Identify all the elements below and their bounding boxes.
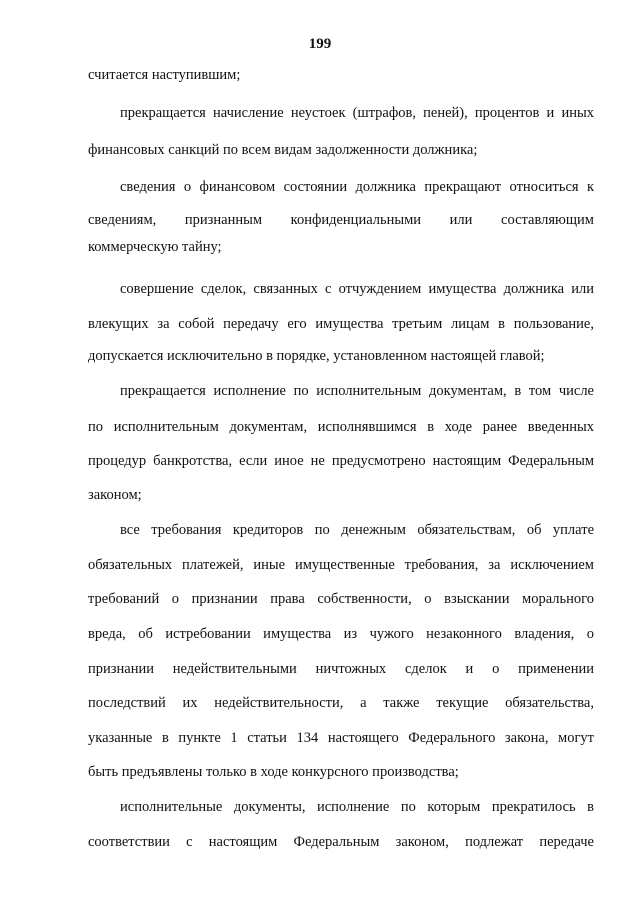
text-line: указанные в пункте 1 статьи 134 настоящего Федерального закона, могут xyxy=(88,730,594,746)
text-line: процедур банкротства, если иное не предусмотрено настоящим Федеральным xyxy=(88,453,594,469)
text-line: прекращается начисление неустоек (штрафов, пеней), процентов и иных xyxy=(120,105,594,121)
text-line: законом; xyxy=(88,487,142,503)
text-line: признании недействительными ничтожных сделок и о применении xyxy=(88,661,594,677)
text-line: сведения о финансовом состоянии должника прекращают относиться к xyxy=(120,179,594,195)
text-line: допускается исключительно в порядке, установленном настоящей главой; xyxy=(88,348,545,364)
page-number: 199 xyxy=(308,36,332,52)
text-line: финансовых санкций по всем видам задолженности должника; xyxy=(88,142,478,158)
text-line: совершение сделок, связанных с отчуждением имущества должника или xyxy=(120,281,594,297)
text-line: исполнительные документы, исполнение по которым прекратилось в xyxy=(120,799,594,815)
text-line: быть предъявлены только в ходе конкурсного производства; xyxy=(88,764,459,780)
text-line: сведениям, признанным конфиденциальными или составляющим xyxy=(88,212,594,228)
text-line: обязательных платежей, иные имущественные требования, за исключением xyxy=(88,557,594,573)
text-line: влекущих за собой передачу его имущества третьим лицам в пользование, xyxy=(88,316,594,332)
text-line: коммерческую тайну; xyxy=(88,239,222,255)
text-line: требований о признании права собственности, о взыскании морального xyxy=(88,591,594,607)
text-line: прекращается исполнение по исполнительным документам, в том числе xyxy=(120,383,594,399)
text-line: считается наступившим; xyxy=(88,67,241,83)
text-line: соответствии с настоящим Федеральным законом, подлежат передаче xyxy=(88,834,594,850)
text-line: по исполнительным документам, исполнявшимся в ходе ранее введенных xyxy=(88,419,594,435)
text-line: последствий их недействительности, а также текущие обязательства, xyxy=(88,695,594,711)
text-line: все требования кредиторов по денежным обязательствам, об уплате xyxy=(120,522,594,538)
text-line: вреда, об истребовании имущества из чужого незаконного владения, о xyxy=(88,626,594,642)
